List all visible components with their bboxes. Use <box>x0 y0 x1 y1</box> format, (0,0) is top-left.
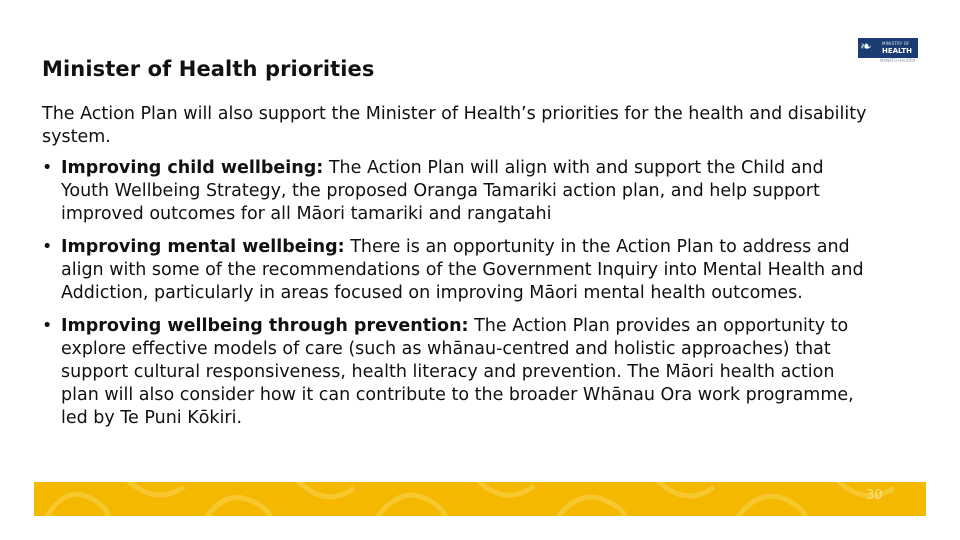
bullet-marker: • <box>42 237 53 257</box>
koru-pattern-icon <box>34 482 926 516</box>
slide-title: Minister of Health priorities <box>42 57 375 81</box>
bullet-heading: Improving child wellbeing: <box>61 158 324 178</box>
list-item <box>42 315 872 430</box>
bullet-heading: Improving mental wellbeing: <box>61 237 345 257</box>
list-item <box>42 157 872 226</box>
page-number: 30 <box>866 488 883 503</box>
logo-line1: MINISTRY OF <box>882 41 910 46</box>
ministry-of-health-logo <box>858 38 920 66</box>
bullet-marker: • <box>42 158 53 178</box>
bullet-marker: • <box>42 316 53 336</box>
logo-line2: HEALTH <box>882 47 912 55</box>
bullet-text: The Action Plan provides an opportunity to explore effective models of care (such as whānau-centred and holistic approaches) that support cultural responsiveness, health literacy and prevention. The Māori health action plan will also consider how it can contribute to the broader Whānau Ora work programme, led by Te Puni Kōkiri. <box>61 316 854 428</box>
bullet-heading: Improving wellbeing through prevention: <box>61 316 469 336</box>
emblem-icon: ❧ <box>860 39 872 55</box>
list-item <box>42 236 872 305</box>
logo-tagline: MANATŪ HAUORA <box>880 58 916 63</box>
bullet-text: The Action Plan will align with and support the Child and Youth Wellbeing Strategy, the proposed Oranga Tamariki action plan, and help support improved outcomes for all Māori tamariki and rangatahi <box>61 158 824 224</box>
slide-body <box>42 103 872 440</box>
priority-list <box>42 157 872 430</box>
footer-band <box>34 482 926 516</box>
intro-paragraph: The Action Plan will also support the Minister of Health’s priorities for the health and disability system. <box>42 104 867 147</box>
bullet-text: There is an opportunity in the Action Plan to address and align with some of the recommendations of the Government Inquiry into Mental Health and Addiction, particularly in areas focused on improving Māori mental health outcomes. <box>61 237 864 303</box>
logo-box <box>858 38 918 58</box>
